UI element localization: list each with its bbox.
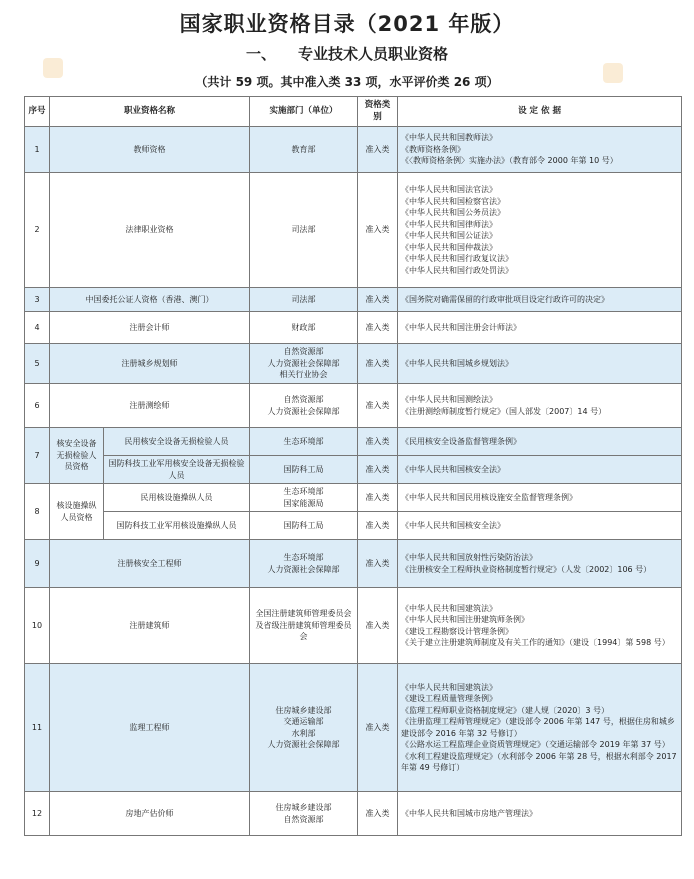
row-number: 10 [25, 588, 50, 664]
department [250, 173, 358, 288]
table-row [25, 288, 682, 312]
qualification-type: 准入类 [358, 127, 398, 173]
department-line: 住房城乡建设部 [275, 705, 332, 715]
row-number: 12 [25, 792, 50, 836]
table-row [25, 484, 682, 512]
department [250, 664, 358, 792]
basis-line: 《〈教师资格条例〉实施办法》（教育部令 2000 年第 10 号） [401, 156, 618, 166]
group-name: 核设施操纵人员资格 [50, 484, 104, 540]
table-header-row [25, 97, 682, 127]
header-basis: 设 定 依 据 [398, 97, 682, 127]
basis-line: 《中华人民共和国建筑法》 [401, 603, 498, 613]
basis-line: 《监理工程师职业资格制度规定》（建人规〔2020〕3 号） [401, 705, 610, 715]
row-number: 3 [25, 288, 50, 312]
qualification-type: 准入类 [358, 664, 398, 792]
basis-line: 《中华人民共和国检察官法》 [401, 196, 506, 206]
basis-line: 《中华人民共和国城市房地产管理法》 [401, 808, 538, 818]
department-line: 国防科工局 [283, 464, 324, 474]
table-row [25, 792, 682, 836]
basis-line: 《建设工程质量管理条例》 [401, 694, 498, 703]
basis-line: 《教师资格条例》 [401, 144, 466, 154]
summary-line: （共计 59 项。其中准入类 33 项，水平评价类 26 项） [195, 75, 499, 89]
department-line: 水利部 [291, 728, 316, 738]
department [250, 384, 358, 428]
basis-line: 《中华人民共和国核安全法》 [401, 520, 506, 530]
header-dept: 实施部门（单位） [250, 97, 358, 127]
department [250, 428, 358, 456]
qualification-name: 国防科技工业军用核安全设备无损检验人员 [104, 456, 250, 484]
table-row [25, 456, 682, 484]
qualification-name: 注册城乡规划师 [50, 344, 250, 384]
row-number: 7 [25, 428, 50, 484]
basis-line: 《中华人民共和国民用核设施安全监督管理条例》 [401, 492, 578, 502]
department-line: 相关行业协会 [279, 370, 328, 380]
basis-line: 《中华人民共和国公务员法》 [401, 208, 506, 217]
department [250, 512, 358, 540]
legal-basis [398, 588, 682, 664]
department [250, 312, 358, 344]
qualification-name: 法律职业资格 [50, 173, 250, 288]
legal-basis [398, 173, 682, 288]
qualification-type: 准入类 [358, 540, 398, 588]
qualification-name: 教师资格 [50, 127, 250, 173]
page-title: 国家职业资格目录（2021 年版） [179, 12, 515, 36]
department-line: 司法部 [291, 294, 316, 304]
department-line: 财政部 [291, 322, 316, 332]
qualification-name: 民用核安全设备无损检验人员 [104, 428, 250, 456]
department-line: 交通运输部 [283, 717, 324, 726]
legal-basis [398, 512, 682, 540]
basis-line: 《水利工程建设监理规定》（水利部令 2006 年第 28 号，根据水利部令 2017 年第 49 号修订） [401, 751, 677, 772]
qualification-type: 准入类 [358, 456, 398, 484]
basis-line: 《中华人民共和国建筑法》 [401, 682, 498, 692]
section-title: 专业技术人员职业资格 [298, 45, 449, 63]
department-line: 生态环境部 [283, 553, 324, 562]
department-line: 自然资源部 [283, 347, 324, 357]
legal-basis [398, 288, 682, 312]
department-line: 住房城乡建设部 [275, 803, 332, 812]
table-row [25, 384, 682, 428]
legal-basis [398, 344, 682, 384]
header-no: 序号 [25, 97, 50, 127]
basis-line: 《中华人民共和国教师法》 [401, 133, 498, 143]
basis-line: 《中华人民共和国注册建筑师条例》 [401, 615, 530, 624]
table-row [25, 344, 682, 384]
header-type: 资格类别 [358, 97, 398, 127]
department-line: 司法部 [291, 225, 316, 235]
table-body [25, 127, 682, 836]
basis-line: 《民用核安全设备监督管理条例》 [401, 436, 522, 446]
qualification-table [24, 96, 682, 836]
basis-line: 《中华人民共和国律师法》 [401, 219, 498, 229]
department-line: 国家能源局 [283, 498, 324, 508]
qualification-name: 注册会计师 [50, 312, 250, 344]
department [250, 288, 358, 312]
table-row [25, 588, 682, 664]
legal-basis [398, 312, 682, 344]
table-row [25, 312, 682, 344]
department-line: 自然资源部 [283, 814, 324, 824]
department-line: 全国注册建筑师管理委员会及省级注册建筑师管理委员会 [255, 609, 352, 642]
row-number: 1 [25, 127, 50, 173]
department [250, 588, 358, 664]
basis-line: 《中华人民共和国行政复议法》 [401, 254, 514, 263]
legal-basis [398, 540, 682, 588]
department-line: 生态环境部 [283, 487, 324, 496]
row-number: 5 [25, 344, 50, 384]
qualification-type: 准入类 [358, 512, 398, 540]
basis-line: 《中华人民共和国测绘法》 [401, 395, 498, 404]
legal-basis [398, 664, 682, 792]
basis-line: 《中华人民共和国城乡规划法》 [401, 358, 514, 368]
legal-basis [398, 384, 682, 428]
department-line: 人力资源社会保障部 [267, 740, 340, 749]
qualification-type: 准入类 [358, 792, 398, 836]
table-row [25, 173, 682, 288]
qualification-name: 民用核设施操纵人员 [104, 484, 250, 512]
department [250, 456, 358, 484]
department [250, 344, 358, 384]
basis-line: 《注册测绘师制度暂行规定》（国人部发〔2007〕14 号） [401, 406, 607, 416]
legal-basis [398, 484, 682, 512]
department-line: 人力资源社会保障部 [267, 406, 340, 416]
department-line: 教育部 [291, 144, 316, 154]
department [250, 540, 358, 588]
qualification-type: 准入类 [358, 588, 398, 664]
qualification-name: 房地产估价师 [50, 792, 250, 836]
basis-line: 《中华人民共和国公证法》 [401, 231, 498, 240]
department-line: 生态环境部 [283, 436, 324, 446]
qualification-name: 监理工程师 [50, 664, 250, 792]
basis-line: 《关于建立注册建筑师制度及有关工作的通知》（建设〔1994〕第 598 号） [401, 638, 670, 647]
qualification-type: 准入类 [358, 173, 398, 288]
basis-line: 《中华人民共和国核安全法》 [401, 464, 506, 474]
qualification-type: 准入类 [358, 312, 398, 344]
row-number: 11 [25, 664, 50, 792]
qualification-name: 注册测绘师 [50, 384, 250, 428]
qualification-type: 准入类 [358, 288, 398, 312]
table-row [25, 540, 682, 588]
qualification-type: 准入类 [358, 428, 398, 456]
department [250, 792, 358, 836]
row-number: 6 [25, 384, 50, 428]
department-line: 人力资源社会保障部 [267, 358, 340, 368]
basis-line: 《中华人民共和国法官法》 [401, 185, 498, 194]
qualification-type: 准入类 [358, 344, 398, 384]
header-name: 职业资格名称 [50, 97, 250, 127]
department [250, 127, 358, 173]
basis-line: 《建设工程勘察设计管理条例》 [401, 626, 514, 636]
department-line: 人力资源社会保障部 [267, 564, 340, 574]
legal-basis [398, 428, 682, 456]
basis-line: 《国务院对确需保留的行政审批项目设定行政许可的决定》 [401, 294, 610, 304]
table-row [25, 512, 682, 540]
legal-basis [398, 456, 682, 484]
department [250, 484, 358, 512]
legal-basis [398, 792, 682, 836]
qualification-name: 注册核安全工程师 [50, 540, 250, 588]
qualification-name: 注册建筑师 [50, 588, 250, 664]
table-row [25, 428, 682, 456]
row-number: 8 [25, 484, 50, 540]
basis-line: 《公路水运工程监理企业资质管理规定》（交通运输部令 2019 年第 37 号） [401, 740, 670, 749]
table-row [25, 127, 682, 173]
basis-line: 《中华人民共和国放射性污染防治法》 [401, 553, 538, 562]
department-line: 自然资源部 [283, 395, 324, 404]
table-row [25, 664, 682, 792]
qualification-type: 准入类 [358, 384, 398, 428]
group-name: 核安全设备无损检验人员资格 [50, 428, 104, 484]
qualification-type: 准入类 [358, 484, 398, 512]
legal-basis [398, 127, 682, 173]
row-number: 2 [25, 173, 50, 288]
section-number: 一、 [245, 45, 276, 63]
row-number: 4 [25, 312, 50, 344]
basis-line: 《中华人民共和国注册会计师法》 [401, 322, 522, 332]
qualification-name: 中国委托公证人资格（香港、澳门） [50, 288, 250, 312]
qualification-name: 国防科技工业军用核设施操纵人员 [104, 512, 250, 540]
department-line: 国防科工局 [283, 520, 324, 530]
basis-line: 《中华人民共和国行政处罚法》 [401, 265, 514, 275]
row-number: 9 [25, 540, 50, 588]
basis-line: 《注册监理工程师管理规定》（建设部令 2006 年第 147 号，根据住房和城乡建设部令 2016 年第 32 号修订） [401, 717, 675, 738]
basis-line: 《中华人民共和国仲裁法》 [401, 242, 498, 252]
section-heading [0, 43, 694, 64]
basis-line: 《注册核安全工程师执业资格制度暂行规定》（人发〔2002〕106 号） [401, 564, 652, 574]
